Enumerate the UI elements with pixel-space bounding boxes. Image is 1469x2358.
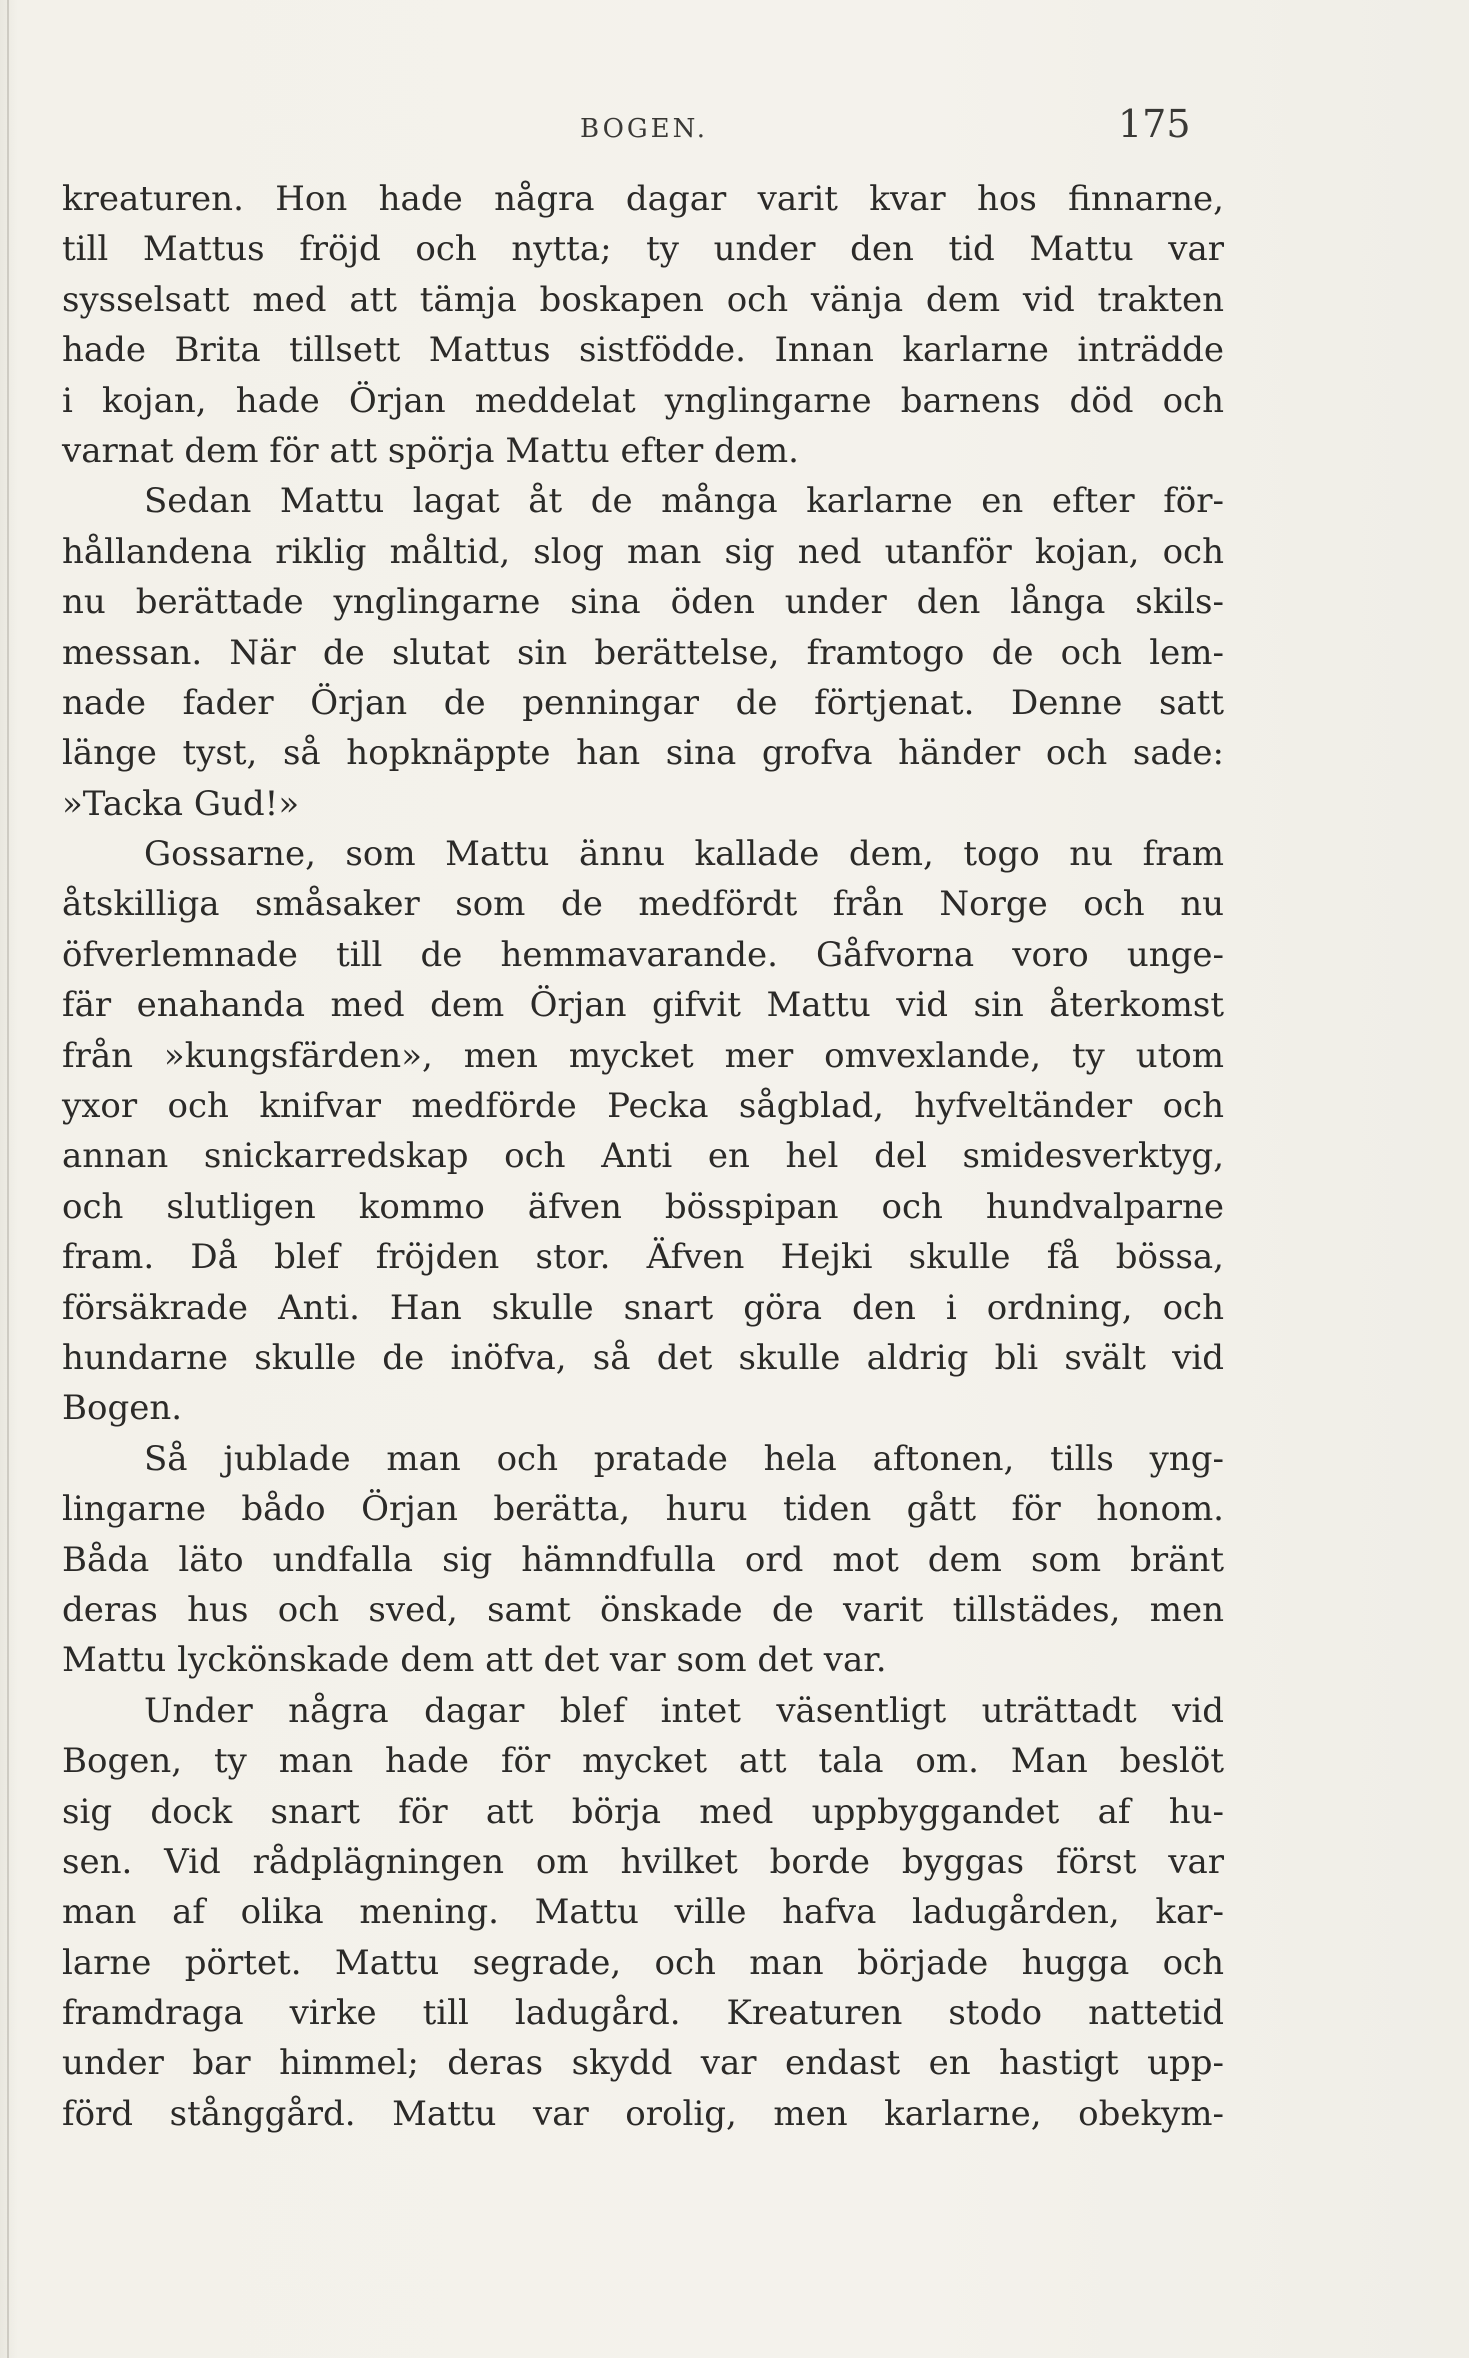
- page-edge-shadow: [7, 0, 9, 2358]
- page-header: [0, 102, 1469, 152]
- text-line: öfverlemnade till de hemmavarande. Gåfvorna voro unge-: [62, 934, 1224, 975]
- text-line: varnat dem för att spörja Mattu efter dem.: [62, 430, 799, 471]
- text-line: fär enahanda med dem Örjan gifvit Mattu vid sin återkomst: [62, 985, 1224, 1026]
- text-line: hade Brita tillsett Mattus sistfödde. Innan karlarne inträdde: [62, 330, 1224, 371]
- text-line: kreaturen. Hon hade några dagar varit kvar hos finnarne,: [62, 179, 1224, 219]
- running-head: BOGEN.: [580, 114, 709, 144]
- text-line: från »kungsfärden», men mycket mer omvexlande, ty utom: [62, 1035, 1224, 1076]
- text-line: försäkrade Anti. Han skulle snart göra den i ordning, och: [62, 1287, 1224, 1328]
- text-line: till Mattus fröjd och nytta; ty under den tid Mattu var: [62, 229, 1224, 270]
- text-line: nu berättade ynglingarne sina öden under den långa skils-: [62, 582, 1224, 623]
- text-line: Under några dagar blef intet väsentligt uträttadt vid: [144, 1690, 1224, 1731]
- text-line: larne pörtet. Mattu segrade, och man började hugga och: [62, 1942, 1224, 1983]
- text-line: sen. Vid rådplägningen om hvilket borde byggas först var: [62, 1841, 1224, 1882]
- text-line: Mattu lyckönskade dem att det var som det var.: [62, 1640, 887, 1681]
- text-line: hundarne skulle de inöfva, så det skulle aldrig bli svält vid: [62, 1337, 1224, 1378]
- text-line: förd stånggård. Mattu var orolig, men karlarne, obekym-: [62, 2093, 1224, 2134]
- text-line: Sedan Mattu lagat åt de många karlarne en efter för-: [144, 481, 1224, 522]
- text-line: lingarne bådo Örjan berätta, huru tiden gått för honom.: [62, 1489, 1224, 1530]
- text-line: länge tyst, så hopknäppte han sina grofva händer och sade:: [62, 733, 1224, 774]
- text-line: man af olika mening. Mattu ville hafva ladugården, kar-: [62, 1892, 1224, 1933]
- text-line: messan. När de slutat sin berättelse, framtogo de och lem-: [62, 632, 1224, 673]
- text-line: framdraga virke till ladugård. Kreaturen stodo nattetid: [62, 1993, 1224, 2034]
- text-line: i kojan, hade Örjan meddelat ynglingarne barnens död och: [62, 380, 1224, 421]
- text-line: »Tacka Gud!»: [62, 783, 300, 824]
- text-line: Bogen.: [62, 1388, 183, 1429]
- text-line: annan snickarredskap och Anti en hel del smidesverktyg,: [62, 1136, 1224, 1177]
- text-line: deras hus och sved, samt önskade de varit tillstädes, men: [62, 1589, 1224, 1630]
- text-line: sig dock snart för att börja med uppbyggandet af hu-: [62, 1791, 1224, 1832]
- text-line: fram. Då blef fröjden stor. Äfven Hejki skulle få bössa,: [62, 1237, 1224, 1278]
- text-line: nade fader Örjan de penningar de förtjenat. Denne satt: [62, 682, 1224, 723]
- text-line: under bar himmel; deras skydd var endast en hastigt upp-: [62, 2043, 1224, 2084]
- text-line: och slutligen kommo äfven bösspipan och hundvalparne: [62, 1186, 1224, 1227]
- text-line: Gossarne, som Mattu ännu kallade dem, togo nu fram: [144, 834, 1224, 875]
- body-text: [62, 174, 1224, 2139]
- text-line: Bogen, ty man hade för mycket att tala om. Man beslöt: [62, 1741, 1224, 1782]
- text-line: yxor och knifvar medförde Pecka sågblad, hyfveltänder och: [62, 1086, 1224, 1127]
- text-line: åtskilliga småsaker som de medfördt från Norge och nu: [62, 884, 1224, 925]
- text-line: hållandena riklig måltid, slog man sig ned utanför kojan, och: [62, 531, 1224, 572]
- text-line: sysselsatt med att tämja boskapen och vänja dem vid trakten: [62, 279, 1224, 320]
- text-line: Så jublade man och pratade hela aftonen, tills yng-: [144, 1438, 1224, 1479]
- page-number: 175: [1118, 102, 1191, 146]
- text-line: Båda läto undfalla sig hämndfulla ord mot dem som bränt: [62, 1539, 1224, 1580]
